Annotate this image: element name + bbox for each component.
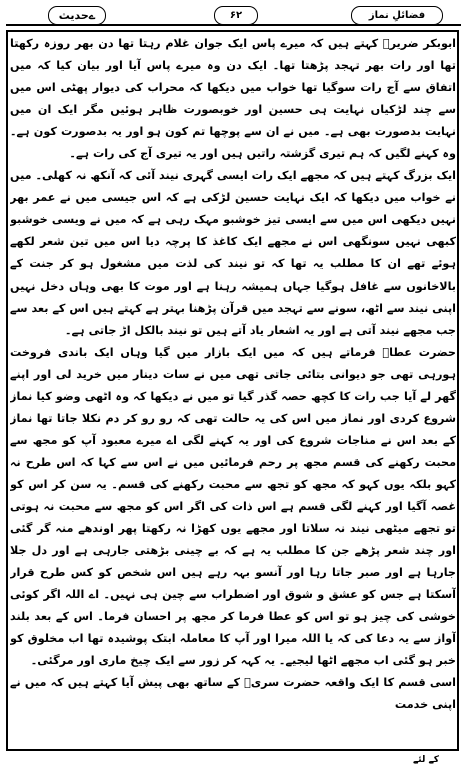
paragraph: اسی قسم کا ایک واقعہ حضرت سریؒ کے ساتھ بھی پیش آیا کہتے ہیں کہ میں نے اپنی خدمت: [10, 676, 456, 712]
body-text: [10, 33, 456, 749]
page-header: [6, 4, 461, 30]
book-title: فضائلِ نماز: [351, 6, 443, 25]
paragraph: ایک بزرگ کہتے ہیں کہ مجھے ایک رات ایسی گہری نیند آئی کہ آنکھ نہ کھلی۔ میں نے خواب میں دیکھا کہ ایک نہایت حسین لڑکی ہے کہ اس جیسی میں نے عمر بھر نہیں دیکھی اس میں سے ایسی تیز خوشبو مہک رہی ہے کہ میں نے ویسی خوشبو کبھی نہیں سونگھی اس نے مجھے ایک کاغذ کا پرچہ دیا اس میں تین شعر لکھے ہوئے تھے ان کا مطلب یہ تھا کہ تو نیند کی لذت میں مشغول ہو کر جنت کے بالاخانوں سے غافل ہوگیا جہاں ہمیشہ رہنا ہے اور موت کا بھی وہاں دخل نہیں اپنی نیند سے اٹھ، سونے سے تہجد میں قرآن پڑھنا بہتر ہے کہتے ہیں اس کے بعد سے جب مجھے نیند آتی ہے اور یہ اشعار یاد آتے ہیں تو نیند بالکل اڑ جاتی ہے۔: [10, 169, 456, 337]
paragraph: حضرت عطاؒ فرماتے ہیں کہ میں ایک بازار میں گیا وہاں ایک باندی فروخت ہورہی تھی جو دیوانی بتائی جاتی تھی میں نے سات دینار میں خرید لی اور اپنے گھر لے آیا جب رات کا کچھ حصہ گذر گیا تو میں نے دیکھا کہ وہ اٹھی وضو کیا نماز شروع کردی اور نماز میں اس کی یہ حالت تھی کہ رو رو کر دم نکلا جاتا تھا نماز کے بعد اس نے مناجات شروع کی اور یہ کہنے لگی اے میرے معبود آپ کو مجھ سے محبت رکھنے کی قسم مجھ پر رحم فرمائیں میں نے اس سے کہا کہ اس طرح نہ کہو بلکہ یوں کہو کہ مجھ کو تجھ سے محبت رکھنے کی قسم۔ یہ سن کر اس کو غصہ آگیا اور کہنے لگی قسم ہے اس ذات کی اگر اس کو مجھ سے محبت نہ ہوتی تو تجھے میٹھی نیند نہ سلاتا اور مجھے یوں کھڑا نہ رکھتا پھر اوندھے منہ گر گئی اور چند شعر پڑھے جن کا مطلب یہ ہے کہ بے چینی بڑھتی جارہی ہے اور دل جلا جارہا ہے اور صبر جاتا رہا اور آنسو بہہ رہے ہیں اس شخص کو کس طرح قرار آسکتا ہے جس کو عشق و شوق اور اضطراب سے چین ہی نہیں۔ اے اللہ اگر کوئی خوشی کی چیز ہو تو اس کو عطا فرما کر مجھ پر احسان فرما۔ اس کے بعد بلند آواز سے یہ دعا کی کہ یا اللہ میرا اور آپ کا معاملہ ابتک پوشیدہ تھا اب مخلوق کو خبر ہو گئی اب مجھے اٹھا لیجیے۔ یہ کہہ کر زور سے ایک چیخ ماری اور مرگئی۔: [10, 345, 456, 668]
page-number: ۶۲: [214, 6, 258, 25]
header-ornament: ےحدیث: [48, 6, 106, 25]
catchword: کے لئے: [413, 755, 439, 765]
paragraph: ابوبکر ضریرؒ کہتے ہیں کہ میرے پاس ایک جوان غلام رہتا تھا دن بھر روزہ رکھتا تھا اور رات بھر تہجد پڑھتا تھا۔ ایک دن وہ میرے پاس آیا اور بیان کیا کہ میں اتفاق سے آج رات سوگیا تھا خواب میں دیکھا کہ محراب کی دیوار پھٹی اس میں سے چند لڑکیاں نہایت ہی حسین اور خوبصورت ظاہر ہوئیں مگر ایک ان میں نہایت بدصورت بھی ہے۔ میں نے ان سے پوچھا تم کون ہو اور یہ بدصورت کون ہے۔ وہ کہنے لگیں کہ ہم تیری گزشتہ راتیں ہیں اور یہ تیری آج کی رات ہے۔: [10, 37, 456, 161]
